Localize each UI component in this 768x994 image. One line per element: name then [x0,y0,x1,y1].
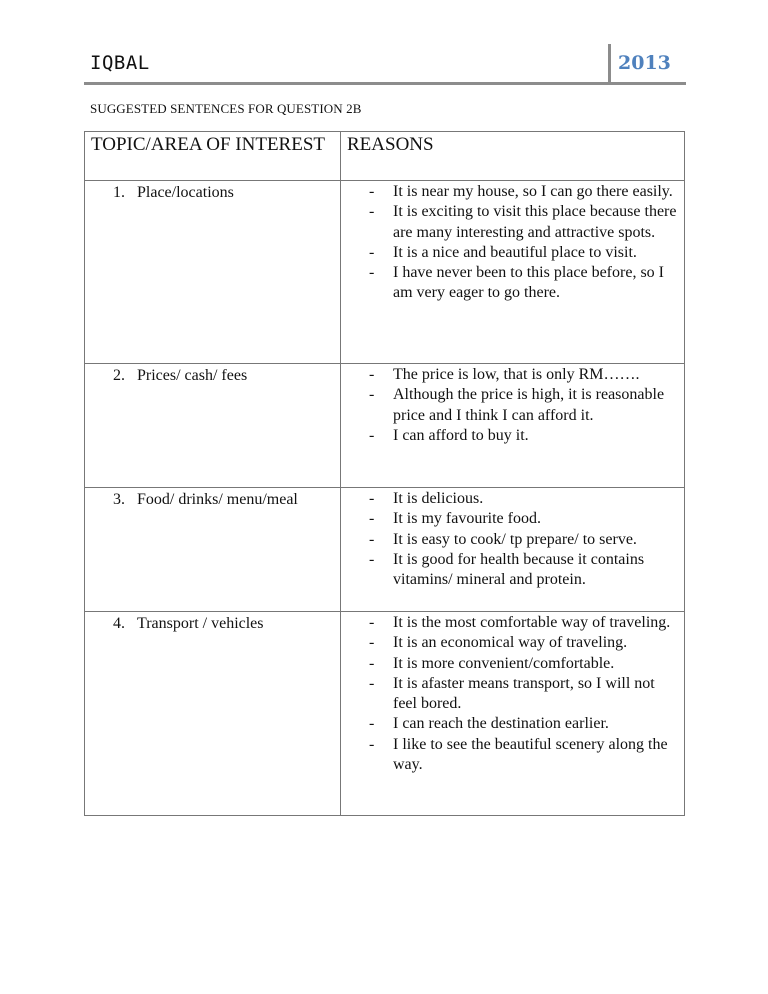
list-item: - It is afaster means transport, so I will not feel bored. [369,674,655,713]
reasons-cell [341,612,685,816]
list-item: - It is exciting to visit this place because there are many interesting and attractive spots. [369,203,677,241]
topic-number: 4. [113,615,125,632]
list-item: - I can reach the destination earlier. [369,715,609,733]
list-item: - I can afford to buy it. [369,426,529,444]
header-year: 2013 [618,52,671,74]
topic-label: Food/ drinks/ menu/meal [137,491,298,508]
topic-cell [85,181,341,364]
table-row [85,612,685,816]
sentences-table [84,131,685,816]
list-item: - It is an economical way of traveling. [369,634,628,652]
topic-cell [85,364,341,488]
table-row [85,181,685,364]
topic-cell [85,488,341,612]
topic-number: 1. [113,184,125,201]
list-item: - It is near my house, so I can go there easily. [369,183,673,200]
list-item: - Although the price is high, it is reasonable price and I think I can afford it. [369,386,665,424]
list-item: - The price is low, that is only RM……. [369,366,640,383]
list-item: - I have never been to this place before, so I am very eager to go there. [369,264,664,302]
page-header [84,44,686,85]
col-header-topic: TOPIC/AREA OF INTEREST [85,132,341,181]
table-row [85,488,685,612]
topic-label: Transport / vehicles [137,615,264,632]
reasons-cell [341,364,685,488]
list-item: - It is good for health because it contains vitamins/ mineral and protein. [369,550,645,589]
topic-label: Prices/ cash/ fees [137,367,248,384]
document-subtitle: SUGGESTED SENTENCES FOR QUESTION 2B [90,101,362,116]
header-divider [608,44,611,82]
table-row [85,364,685,488]
header-author: IQBAL [90,52,150,74]
list-item: - It is delicious. [369,490,484,507]
table-header-row [85,132,685,181]
reasons-cell [341,181,685,364]
topic-number: 3. [113,491,125,508]
list-item: - It is a nice and beautiful place to visit. [369,243,637,261]
topic-cell [85,612,341,816]
topic-number: 2. [113,367,125,384]
list-item: - It is the most comfortable way of traveling. [369,614,671,631]
reasons-cell [341,488,685,612]
list-item: - It is more convenient/comfortable. [369,654,615,672]
list-item: - It is easy to cook/ tp prepare/ to serve. [369,530,637,548]
list-item: - It is my favourite food. [369,510,541,528]
col-header-reasons: REASONS [341,132,685,181]
topic-label: Place/locations [137,184,234,201]
list-item: - I like to see the beautiful scenery along the way. [369,735,668,774]
